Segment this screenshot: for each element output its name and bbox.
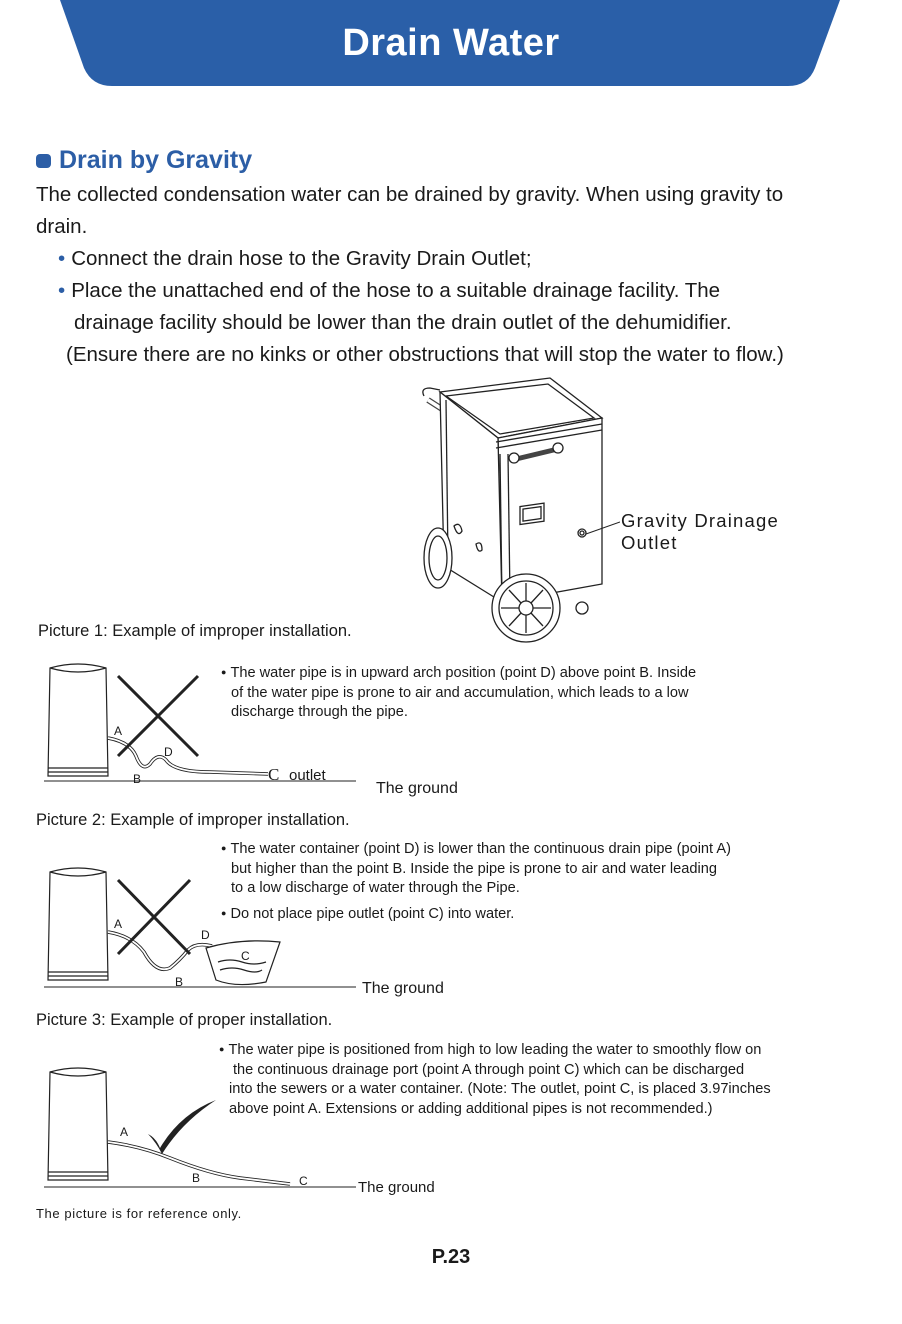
- picture-1-note-line: discharge through the pipe.: [231, 704, 408, 720]
- picture-1-note-line: of the water pipe is prone to air and accumulation, which leads to a low: [231, 684, 689, 701]
- picture-3-note-line: into the sewers or a water container. (Note: The outlet, point C, is placed 3.97inches: [229, 1081, 771, 1097]
- bullet-dot-icon: •: [58, 247, 66, 270]
- picture-3-caption: Picture 3: Example of proper installation.: [36, 1011, 333, 1029]
- intro-line-1: The collected condensation water can be drained by gravity. When using gravity to: [36, 183, 784, 206]
- note-bullet-icon: ●: [221, 667, 227, 677]
- reference-note: The picture is for reference only.: [36, 1206, 242, 1221]
- picture-3-ground-label: The ground: [358, 1179, 435, 1196]
- bullet-2-continued: drainage facility should be lower than the drain outlet of the dehumidifier.: [74, 311, 732, 334]
- picture-2-note-2: ● Do not place pipe outlet (point C) into water.: [221, 906, 515, 922]
- bullet-item: [36, 243, 886, 275]
- picture-1-note-line: ● The water pipe is in upward arch position (point D) above point B. Inside: [221, 665, 697, 681]
- note-bullet-icon: ●: [221, 908, 227, 918]
- picture-1-label-a: A: [114, 724, 123, 738]
- picture-2-label-c: C: [241, 949, 250, 963]
- intro-text: [36, 179, 886, 371]
- note-bullet-icon: ●: [219, 1044, 225, 1054]
- picture-3-note-line: the continuous drainage port (point A through point C) which can be discharged: [233, 1061, 745, 1078]
- note-bullet-icon: ●: [221, 843, 227, 853]
- picture-3-label-a: A: [120, 1125, 129, 1139]
- picture-2-label-a: A: [114, 917, 123, 931]
- section-heading: [36, 146, 252, 175]
- outlet-label-line-2: Outlet: [621, 532, 678, 553]
- picture-2-notes: [221, 839, 731, 899]
- dehumidifier-illustration: [410, 376, 620, 651]
- picture-1-outlet-label: outlet: [289, 767, 326, 784]
- picture-1-label-d: D: [164, 745, 173, 759]
- picture-3-label-b: B: [192, 1171, 201, 1185]
- bullet-dot-icon: •: [58, 279, 66, 302]
- picture-2-note-line: to a low discharge of water through the Pipe.: [231, 880, 520, 896]
- picture-2-ground-label: The ground: [362, 980, 444, 997]
- picture-3-note-line: ● The water pipe is positioned from high to low leading the water to smoothly flow on: [219, 1042, 762, 1058]
- bullet-2-text: Place the unattached end of the hose to a suitable drainage facility. The: [71, 279, 721, 302]
- gravity-drainage-outlet-label: [621, 510, 779, 554]
- picture-1-ground-label: The ground: [376, 780, 458, 797]
- outlet-label-line-1: Gravity Drainage: [621, 510, 780, 531]
- picture-1-notes: [221, 663, 696, 723]
- picture-1-caption: Picture 1: Example of improper installation.: [38, 622, 352, 640]
- picture-1-label-c: C: [268, 765, 280, 784]
- page-number: P.23: [431, 1246, 471, 1268]
- intro-line-2: drain.: [36, 215, 88, 238]
- section-heading-text: Drain by Gravity: [59, 146, 253, 174]
- heading-bullet-icon: [36, 154, 51, 168]
- bullet-item: [36, 275, 886, 307]
- picture-2-label-d: D: [201, 928, 210, 942]
- picture-2-caption: Picture 2: Example of improper installation.: [36, 811, 350, 829]
- picture-2-note-line: but higher than the point B. Inside the pipe is prone to air and water leading: [231, 860, 717, 877]
- bullet-1-text: Connect the drain hose to the Gravity Drain Outlet;: [71, 247, 532, 270]
- picture-2-label-b: B: [175, 975, 184, 989]
- kink-note: (Ensure there are no kinks or other obstructions that will stop the water to flow.): [66, 343, 784, 366]
- picture-3-notes: [219, 1040, 771, 1119]
- picture-3-label-c: C: [299, 1174, 308, 1188]
- picture-3-note-line: above point A. Extensions or adding additional pipes is not recommended.): [229, 1100, 713, 1117]
- picture-1-label-b: B: [133, 772, 142, 786]
- page-title: Drain Water: [342, 22, 560, 64]
- picture-2-note-line: ● The water container (point D) is lower than the continuous drain pipe (point A): [221, 841, 731, 857]
